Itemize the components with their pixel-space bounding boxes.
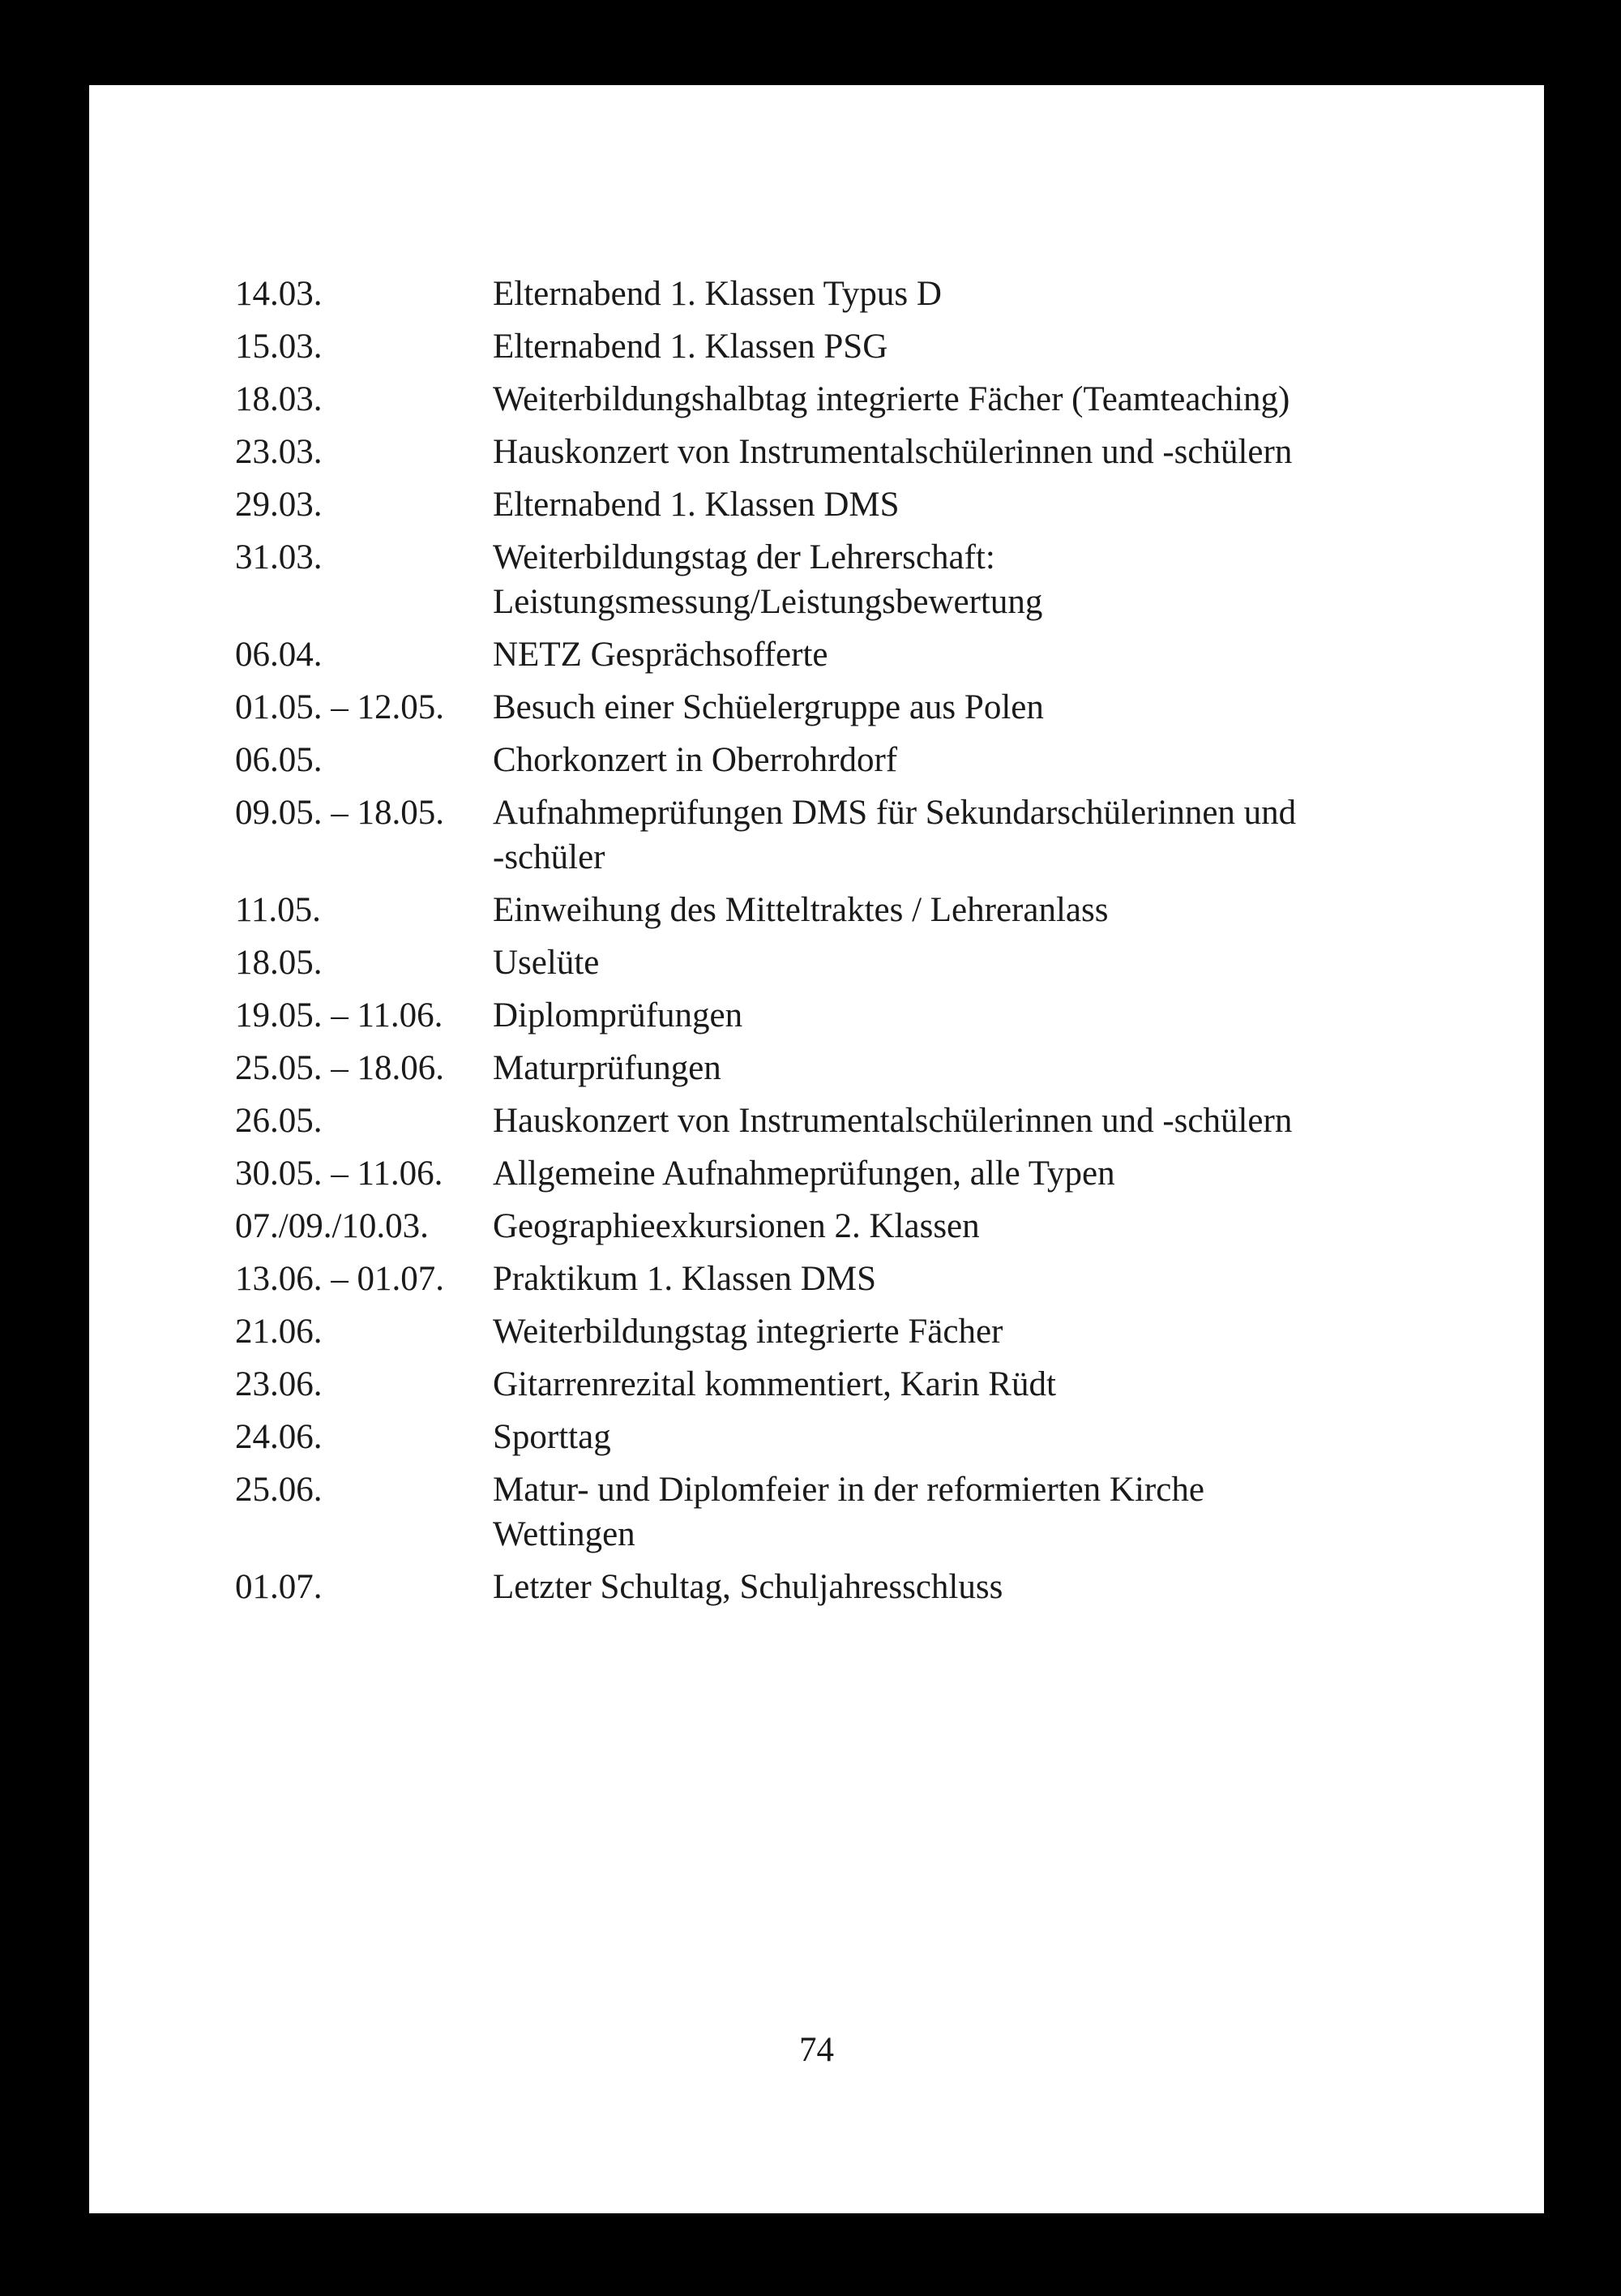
entry-date: 13.06. – 01.07. xyxy=(235,1260,444,1298)
entry-event xyxy=(493,324,1499,369)
entry-event xyxy=(493,482,1499,527)
entry-date: 01.07. xyxy=(235,1568,323,1606)
entry-event xyxy=(493,272,1499,316)
entry-date: 19.05. – 11.06. xyxy=(235,996,443,1034)
schedule-row xyxy=(235,1204,1499,1249)
schedule-row xyxy=(235,1099,1499,1143)
entry-event-line: Uselüte xyxy=(493,944,600,982)
entry-event-line: Maturprüfungen xyxy=(493,1049,721,1087)
entry-event xyxy=(493,738,1499,782)
entry-event xyxy=(493,535,1499,624)
entry-event-line: NETZ Gesprächsofferte xyxy=(493,636,828,674)
entry-date: 07./09./10.03. xyxy=(235,1207,429,1245)
schedule-row xyxy=(235,1467,1499,1557)
entry-date: 25.06. xyxy=(235,1471,323,1509)
entry-event xyxy=(493,1415,1499,1459)
schedule-row xyxy=(235,632,1499,677)
entry-event xyxy=(493,632,1499,677)
entry-date: 06.05. xyxy=(235,741,323,779)
schedule-row xyxy=(235,324,1499,369)
entry-event xyxy=(493,940,1499,985)
entry-event xyxy=(493,888,1499,932)
schedule-row xyxy=(235,738,1499,782)
schedule-row xyxy=(235,685,1499,730)
entry-date: 01.05. – 12.05. xyxy=(235,688,444,726)
entry-date: 14.03. xyxy=(235,275,323,313)
schedule-row xyxy=(235,790,1499,880)
entry-event-line: Elternabend 1. Klassen DMS xyxy=(493,486,900,524)
entry-date: 18.03. xyxy=(235,380,323,418)
entry-event xyxy=(493,1204,1499,1249)
entry-date: 29.03. xyxy=(235,486,323,524)
entry-event-line: Hauskonzert von Instrumentalschülerinnen und -schülern xyxy=(493,1102,1293,1140)
entry-event xyxy=(493,685,1499,730)
entry-date: 21.06. xyxy=(235,1313,323,1351)
entry-event-line: Weiterbildungshalbtag integrierte Fächer (Teamteaching) xyxy=(493,380,1290,418)
entry-event xyxy=(493,1151,1499,1196)
schedule-row xyxy=(235,1309,1499,1354)
entry-event-line: Diplomprüfungen xyxy=(493,996,743,1034)
entry-event-line: -schüler xyxy=(493,838,605,876)
schedule-row xyxy=(235,430,1499,474)
entry-date: 06.04. xyxy=(235,636,323,674)
entry-event-line: Elternabend 1. Klassen PSG xyxy=(493,328,888,366)
entry-event-line: Allgemeine Aufnahmeprüfungen, alle Typen xyxy=(493,1154,1115,1193)
entry-event-line: Weiterbildungstag integrierte Fächer xyxy=(493,1313,1003,1351)
entry-event xyxy=(493,1362,1499,1407)
schedule-row xyxy=(235,482,1499,527)
entry-event xyxy=(493,993,1499,1038)
entry-event-line: Praktikum 1. Klassen DMS xyxy=(493,1260,876,1298)
entry-date: 11.05. xyxy=(235,891,321,929)
entry-event-line: Aufnahmeprüfungen DMS für Sekundarschülerinnen und xyxy=(493,794,1297,832)
entry-date: 26.05. xyxy=(235,1102,323,1140)
schedule-row xyxy=(235,1257,1499,1301)
entry-event-line: Letzter Schultag, Schuljahresschluss xyxy=(493,1568,1003,1606)
entry-event xyxy=(493,1309,1499,1354)
entry-event xyxy=(493,1565,1499,1609)
entry-date: 23.06. xyxy=(235,1365,323,1403)
entry-event-line: Sporttag xyxy=(493,1418,611,1456)
entry-date: 15.03. xyxy=(235,328,323,366)
entry-event-line: Einweihung des Mitteltraktes / Lehreranlass xyxy=(493,891,1109,929)
entry-event xyxy=(493,790,1499,880)
entry-date: 25.05. – 18.06. xyxy=(235,1049,444,1087)
page-number: 74 xyxy=(799,2031,834,2069)
entry-event xyxy=(493,377,1499,422)
entry-event-line: Geographieexkursionen 2. Klassen xyxy=(493,1207,980,1245)
entry-event xyxy=(493,1099,1499,1143)
entry-event xyxy=(493,1046,1499,1090)
entry-date: 23.03. xyxy=(235,433,323,471)
entry-date: 09.05. – 18.05. xyxy=(235,794,444,832)
schedule-row xyxy=(235,993,1499,1038)
schedule-row xyxy=(235,940,1499,985)
entry-event-line: Gitarrenrezital kommentiert, Karin Rüdt xyxy=(493,1365,1056,1403)
entry-event xyxy=(493,1257,1499,1301)
schedule-row xyxy=(235,1415,1499,1459)
entry-event xyxy=(493,1467,1499,1557)
entry-event-line: Wettingen xyxy=(493,1515,635,1553)
entry-event-line: Leistungsmessung/Leistungsbewertung xyxy=(493,583,1043,621)
entry-date: 31.03. xyxy=(235,538,323,576)
entry-date: 30.05. – 11.06. xyxy=(235,1154,443,1193)
schedule-row xyxy=(235,1565,1499,1609)
schedule-row xyxy=(235,272,1499,316)
schedule-row xyxy=(235,377,1499,422)
entry-date: 24.06. xyxy=(235,1418,323,1456)
entry-event xyxy=(493,430,1499,474)
schedule-row xyxy=(235,1362,1499,1407)
entry-date: 18.05. xyxy=(235,944,323,982)
entry-event-line: Matur- und Diplomfeier in der reformierten Kirche xyxy=(493,1471,1204,1509)
entry-event-line: Hauskonzert von Instrumentalschülerinnen und -schülern xyxy=(493,433,1293,471)
entry-event-line: Besuch einer Schüelergruppe aus Polen xyxy=(493,688,1044,726)
entry-event-line: Elternabend 1. Klassen Typus D xyxy=(493,275,942,313)
schedule-row xyxy=(235,1046,1499,1090)
entry-event-line: Chorkonzert in Oberrohrdorf xyxy=(493,741,898,779)
schedule-row xyxy=(235,535,1499,624)
schedule-list xyxy=(235,272,1499,1617)
schedule-row xyxy=(235,888,1499,932)
schedule-row xyxy=(235,1151,1499,1196)
entry-event-line: Weiterbildungstag der Lehrerschaft: xyxy=(493,538,995,576)
document-page xyxy=(89,85,1544,2213)
